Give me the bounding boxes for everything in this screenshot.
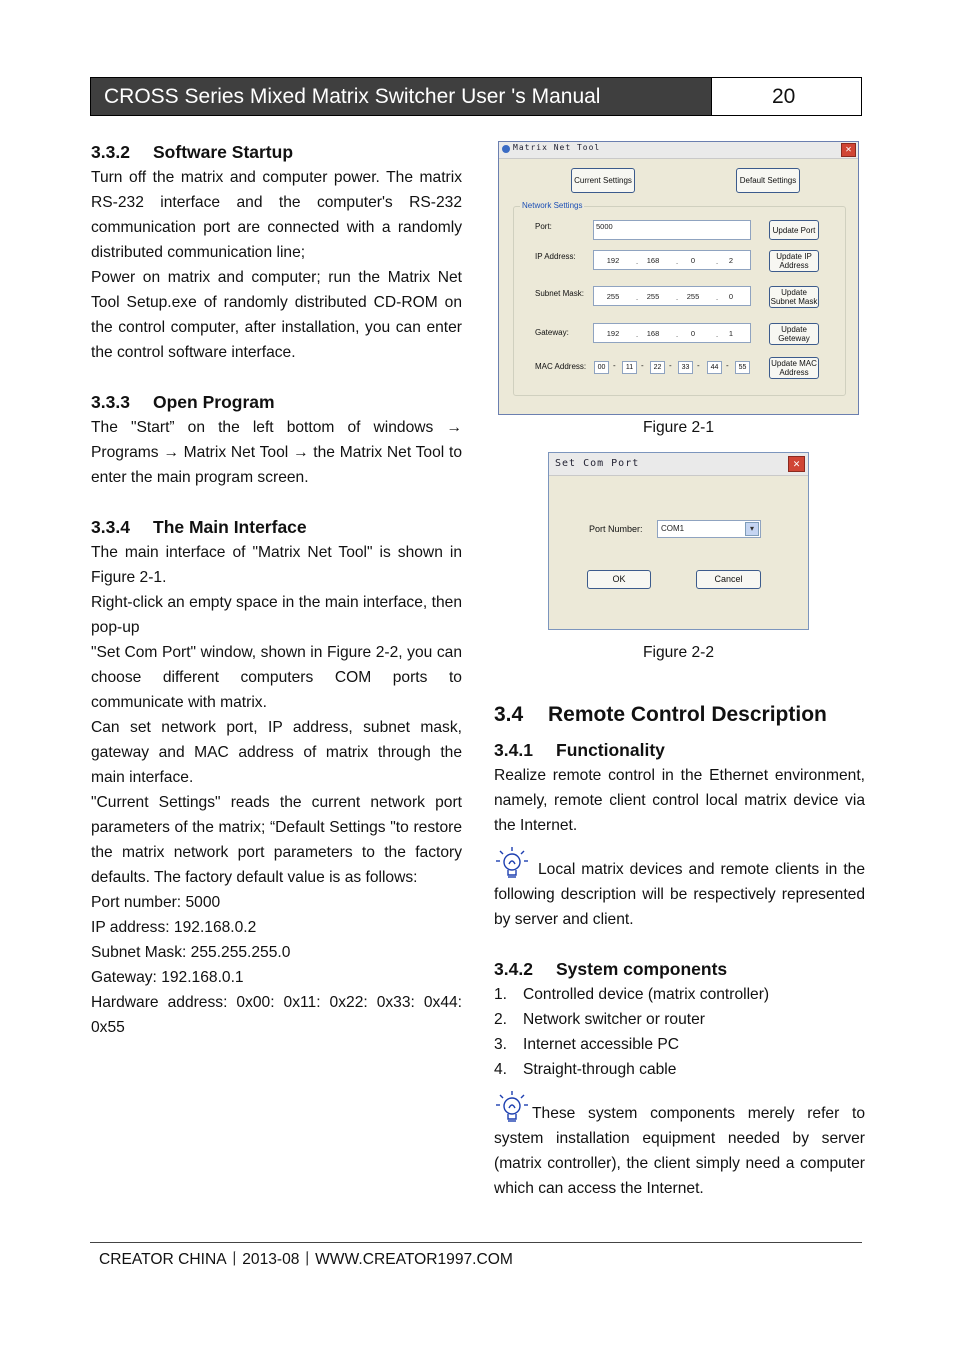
port-input[interactable]: 5000 (593, 220, 751, 240)
section-heading: 3.4.1 Functionality (494, 740, 665, 760)
lightbulb-icon (494, 846, 530, 880)
list-item: 2. Network switcher or router (494, 1011, 705, 1028)
page-number: 20 (711, 78, 861, 115)
paragraph: The "Start” on the left bottom of windows → Programs → Matrix Net Tool → the Matrix Net Tool to enter the main program screen. (91, 419, 462, 486)
components-list (494, 982, 865, 1082)
section-heading: 3.4.2 System components (494, 959, 728, 979)
port-label: Port: (535, 222, 552, 231)
paragraph: "Set Com Port" window, shown in Figure 2-2, you can choose different computers COM ports to communicate with matrix. (91, 644, 462, 711)
mac-octet-input[interactable]: 55 (735, 361, 750, 374)
mac-octet-input[interactable]: 33 (678, 361, 693, 374)
note: Local matrix devices and remote clients in the following description will be respectively represented by server and client. (494, 846, 865, 932)
update-ip-button[interactable]: Update IP Address (769, 250, 819, 272)
page-header (90, 77, 862, 116)
matrix-net-tool-window: Matrix Net Tool ✕ Current Settings Default Settings Network Settings Port: 5000 Update Port IP Address: 192 . 168 . 0 . 2 Update IP Address Subnet Mask: 255 . 255 . 255 . 0 Update Subnet Mask Gateway: 192 . 168 . 0 . 1 Update Geteway MAC Address: 00 - 11 - 22 - 33 - 44 - 55 Update MAC Address (498, 141, 859, 415)
footer-text: CREATOR CHINA丨2013-08丨WWW.CREATOR1997.COM (99, 1251, 513, 1268)
cancel-button[interactable]: Cancel (696, 570, 761, 589)
lightbulb-icon (494, 1090, 530, 1124)
com-port-select[interactable]: COM1 ▾ (657, 520, 761, 538)
title-bar (499, 142, 858, 159)
update-mac-button[interactable]: Update MAC Address (769, 357, 819, 379)
default-mac: Hardware address: 0x00: 0x11: 0x22: 0x33: 0x44: 0x55 (91, 994, 462, 1036)
section-heading: 3.3.3 Open Program (91, 392, 275, 412)
paragraph: Right-click an empty space in the main interface, then pop-up (91, 594, 462, 636)
close-icon[interactable]: ✕ (841, 143, 856, 157)
footer-rule (90, 1242, 862, 1243)
default-settings-button[interactable]: Default Settings (736, 168, 800, 193)
paragraph: Turn off the matrix and computer power. The matrix RS-232 interface and the computer's RS-232 communication port are connected with a randomly distributed communication line; (91, 169, 462, 261)
port-number-label: Port Number: (589, 524, 643, 534)
gateway-field[interactable]: 192 . 168 . 0 . 1 (593, 323, 751, 343)
list-item: 4. Straight-through cable (494, 1061, 677, 1078)
chevron-down-icon[interactable]: ▾ (745, 522, 759, 536)
paragraph: Realize remote control in the Ethernet environment, namely, remote client control local matrix device via the Internet. (494, 767, 865, 834)
default-ip: IP address: 192.168.0.2 (91, 919, 257, 936)
list-item: 3. Internet accessible PC (494, 1036, 680, 1053)
app-icon (502, 145, 510, 153)
update-port-button[interactable]: Update Port (769, 220, 819, 240)
group-label: Network Settings (522, 201, 583, 210)
close-icon[interactable]: ✕ (788, 456, 805, 472)
default-subnet: Subnet Mask: 255.255.255.0 (91, 944, 291, 961)
left-column (91, 140, 462, 1040)
figure-caption: Figure 2-1 (642, 419, 715, 436)
mac-octet-input[interactable]: 44 (707, 361, 722, 374)
set-com-port-dialog (548, 452, 809, 630)
gateway-label: Gateway: (535, 328, 569, 337)
ip-address-field[interactable]: 192 . 168 . 0 . 2 (593, 250, 751, 270)
mac-octet-input[interactable]: 11 (622, 361, 637, 374)
ip-label: IP Address: (535, 252, 576, 261)
update-subnet-button[interactable]: Update Subnet Mask (770, 288, 818, 306)
right-column (494, 700, 865, 1201)
paragraph: Can set network port, IP address, subnet mask, gateway and MAC address of matrix through the main interface. (91, 719, 462, 786)
paragraph: The main interface of "Matrix Net Tool" is shown in Figure 2-1. (91, 544, 462, 586)
ok-button[interactable]: OK (587, 570, 651, 589)
default-gateway: Gateway: 192.168.0.1 (91, 969, 244, 986)
manual-title: CROSS Series Mixed Matrix Switcher User 's Manual (91, 78, 711, 115)
default-port: Port number: 5000 (91, 894, 221, 911)
paragraph: "Current Settings" reads the current network port parameters of the matrix; “Default Settings "to restore the matrix network port parameters to the factory defaults. The factory default value is as follows: (91, 794, 462, 886)
dialog-title: Set Com Port (555, 458, 640, 469)
section-heading: 3.3.4 The Main Interface (91, 517, 307, 537)
mac-octet-input[interactable]: 22 (650, 361, 665, 374)
mac-octet-input[interactable]: 00 (594, 361, 609, 374)
window-title: Matrix Net Tool (513, 143, 601, 152)
update-gateway-button[interactable]: Update Geteway (769, 323, 819, 345)
note: These system components merely refer to system installation equipment needed by server (matrix controller), the client simply need a computer which can access the Internet. (494, 1090, 865, 1201)
title-bar (549, 453, 808, 476)
paragraph: Power on matrix and computer; run the Matrix Net Tool Setup.exe of randomly distributed CD-ROM on the control computer, after installation, you can enter the control software interface. (91, 269, 462, 361)
list-item: 1. Controlled device (matrix controller) (494, 986, 770, 1003)
figure-caption: Figure 2-2 (642, 644, 715, 661)
mac-label: MAC Address: (535, 362, 587, 371)
current-settings-button[interactable]: Current Settings (571, 168, 635, 193)
subnet-label: Subnet Mask: (535, 289, 584, 298)
section-heading: 3.3.2 Software Startup (91, 142, 294, 162)
section-heading: 3.4 Remote Control Description (494, 703, 827, 726)
subnet-mask-field[interactable]: 255 . 255 . 255 . 0 (593, 286, 751, 306)
